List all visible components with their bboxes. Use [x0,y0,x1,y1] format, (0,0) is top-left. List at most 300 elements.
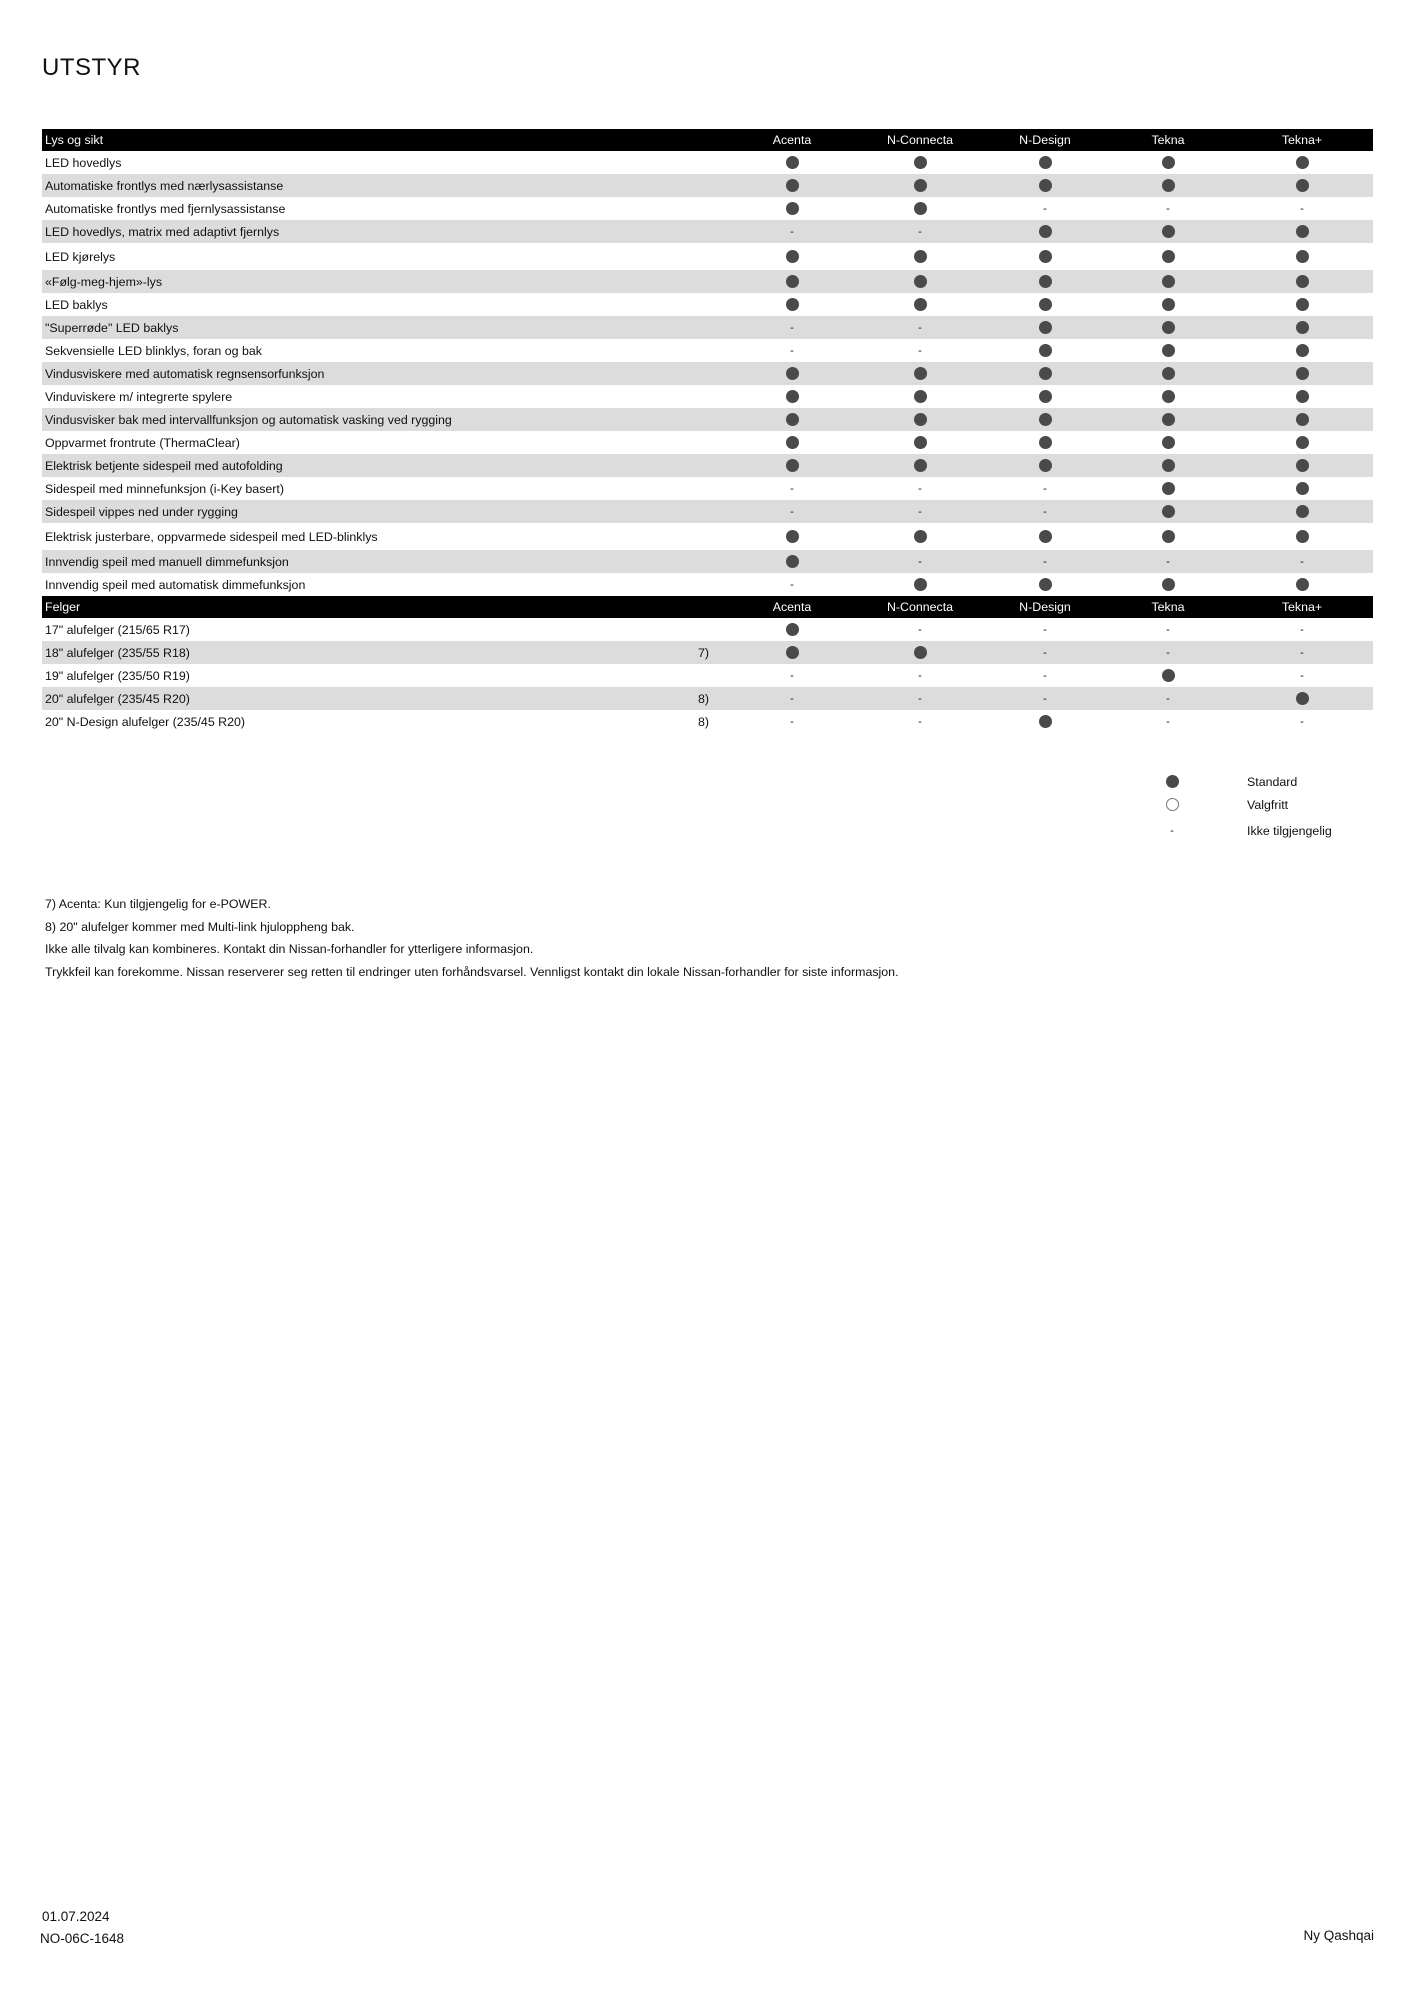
standard-dot-icon [1296,156,1309,169]
standard-cell [865,523,975,550]
standard-dot-icon [1039,459,1052,472]
standard-cell [865,270,975,293]
standard-cell [1247,523,1357,550]
section-title: Lys og sikt [45,133,104,147]
row-label: Sekvensielle LED blinklys, foran og bak [45,343,262,358]
footer-model-name: Ny Qashqai [1303,1928,1374,1943]
legend-optional-label: Valgfritt [1247,797,1289,812]
standard-cell [1113,573,1223,596]
standard-cell [865,293,975,316]
standard-cell [865,174,975,197]
standard-dot-icon [1296,692,1309,705]
standard-cell [865,454,975,477]
standard-dot-icon [1039,436,1052,449]
standard-cell [737,385,847,408]
table-row [42,339,1373,362]
standard-dot-icon [1039,530,1052,543]
legend-unavailable-label: Ikke tilgjengelig [1247,824,1332,838]
unavailable-cell [1247,641,1357,664]
standard-dot-icon [786,179,799,192]
standard-cell [737,243,847,270]
standard-cell [990,316,1100,339]
table-row [42,573,1373,596]
unavailable-cell [1247,664,1357,687]
standard-cell [1113,243,1223,270]
dash-icon: - [1300,669,1304,682]
dash-icon: - [1043,623,1047,636]
standard-dot-icon [1039,179,1052,192]
unavailable-cell [737,477,847,500]
unavailable-cell [865,687,975,710]
column-header: Tekna [1151,600,1185,614]
standard-cell [865,151,975,174]
standard-dot-icon [1162,578,1175,591]
standard-dot-icon [1039,298,1052,311]
dash-icon: - [790,321,794,334]
row-label: Elektrisk betjente sidespeil med autofolding [45,458,283,473]
unavailable-cell [737,573,847,596]
unavailable-cell [865,500,975,523]
standard-dot-icon [1039,367,1052,380]
standard-cell [1113,339,1223,362]
unavailable-cell [1113,197,1223,220]
unavailable-cell [865,710,975,733]
standard-cell [865,197,975,220]
standard-dot-icon [786,459,799,472]
row-label: Oppvarmet frontrute (ThermaClear) [45,435,240,450]
equipment-table [42,129,1373,733]
dash-icon: - [790,505,794,518]
table-row [42,243,1373,270]
standard-dot-icon [1162,225,1175,238]
table-row [42,454,1373,477]
standard-cell [990,220,1100,243]
unavailable-cell [865,618,975,641]
dash-icon: - [1166,692,1170,705]
standard-dot-icon [914,179,927,192]
standard-dot-icon [1296,413,1309,426]
dash-icon: - [1300,646,1304,659]
standard-dot-icon [1296,321,1309,334]
unavailable-cell [990,641,1100,664]
standard-cell [865,431,975,454]
standard-dot-icon [1039,715,1052,728]
standard-cell [1247,477,1357,500]
column-header: Acenta [772,600,812,614]
unavailable-cell [990,687,1100,710]
row-footnote-ref: 7) [698,645,710,660]
standard-dot-icon [914,202,927,215]
standard-cell [1113,220,1223,243]
dash-icon: - [1043,646,1047,659]
unavailable-cell [1113,550,1223,573]
row-label: Vindusviskere med automatisk regnsensorfunksjon [45,366,325,381]
table-row [42,362,1373,385]
row-label: Sidespeil vippes ned under rygging [45,504,238,519]
dash-icon: - [918,623,922,636]
standard-dot-icon [1162,179,1175,192]
standard-dot-icon [914,275,927,288]
table-row [42,500,1373,523]
standard-cell [990,270,1100,293]
standard-cell [1247,174,1357,197]
unavailable-cell [990,664,1100,687]
standard-cell [1247,687,1357,710]
standard-cell [990,151,1100,174]
legend-standard-label: Standard [1247,774,1298,789]
standard-dot-icon [786,298,799,311]
footnote: Trykkfeil kan forekomme. Nissan reserverer seg retten til endringer uten forhåndsvarsel. Vennligst kontakt din lokale Nissan-forhandler for siste informasjon. [45,964,899,979]
standard-dot-icon [1162,156,1175,169]
dash-icon: - [790,578,794,591]
footnote: 8) 20" alufelger kommer med Multi-link hjuloppheng bak. [45,919,355,934]
standard-cell [1247,151,1357,174]
standard-dot-icon [1039,250,1052,263]
table-row [42,220,1373,243]
standard-dot-icon [786,623,799,636]
standard-dot-icon [786,436,799,449]
standard-cell [990,243,1100,270]
unavailable-cell [865,664,975,687]
standard-dot-icon [786,413,799,426]
footnote: 7) Acenta: Kun tilgjengelig for e-POWER. [45,897,271,911]
dash-icon: - [1166,202,1170,215]
standard-dot-icon [786,530,799,543]
standard-dot-icon [1162,344,1175,357]
table-row [42,293,1373,316]
standard-dot-icon [914,156,927,169]
standard-dot-icon [914,250,927,263]
standard-dot-icon [1039,321,1052,334]
standard-cell [990,293,1100,316]
dash-icon: - [1043,202,1047,215]
dash-icon: - [918,555,922,568]
row-label: Automatiske frontlys med fjernlysassistanse [45,201,286,216]
standard-cell [1247,573,1357,596]
dash-icon: - [1166,715,1170,728]
standard-cell [1113,408,1223,431]
standard-dot-icon [786,555,799,568]
standard-cell [737,408,847,431]
table-row [42,197,1373,220]
standard-dot-icon [1162,413,1175,426]
standard-dot-icon [786,646,799,659]
standard-dot-icon [914,367,927,380]
standard-dot-icon [1162,530,1175,543]
standard-cell [737,197,847,220]
table-row [42,385,1373,408]
standard-dot-icon [1039,344,1052,357]
dash-icon: - [1043,692,1047,705]
standard-dot-icon [1162,298,1175,311]
standard-cell [737,618,847,641]
dash-icon: - [1043,505,1047,518]
standard-dot-icon [1162,275,1175,288]
standard-dot-icon [786,202,799,215]
standard-cell [1113,500,1223,523]
dash-icon: - [790,669,794,682]
standard-dot-icon [914,390,927,403]
table-row [42,270,1373,293]
table-row [42,316,1373,339]
unavailable-cell [865,316,975,339]
dash-icon: - [1166,646,1170,659]
table-row [42,664,1373,687]
unavailable-cell [1113,687,1223,710]
standard-cell [737,523,847,550]
standard-dot-icon [1039,225,1052,238]
unavailable-cell [1247,550,1357,573]
standard-cell [1247,431,1357,454]
standard-dot-icon [1039,413,1052,426]
footnotes [45,893,899,983]
standard-dot-icon [1162,390,1175,403]
unavailable-cell [737,687,847,710]
row-label: Vinduviskere m/ integrerte spylere [45,389,233,404]
standard-cell [737,550,847,573]
standard-dot-icon [914,646,927,659]
standard-dot-icon [1039,390,1052,403]
standard-dot-icon [914,413,927,426]
standard-cell [1113,431,1223,454]
column-header: Tekna [1151,133,1185,147]
unavailable-cell [1113,641,1223,664]
standard-dot-icon [786,275,799,288]
row-footnote-ref: 8) [698,691,710,706]
row-label: 20" N-Design alufelger (235/45 R20) [45,714,246,729]
standard-dot-icon [1162,321,1175,334]
standard-dot-icon [1296,436,1309,449]
standard-dot-icon [1039,578,1052,591]
footnote: Ikke alle tilvalg kan kombineres. Kontakt din Nissan-forhandler for ytterligere informasjon. [45,942,534,956]
table-row [42,641,1373,664]
dash-icon: - [1043,669,1047,682]
standard-dot-icon [914,530,927,543]
standard-cell [1247,339,1357,362]
standard-cell [1247,293,1357,316]
standard-dot-icon [1162,505,1175,518]
unavailable-cell [990,500,1100,523]
dash-icon: - [918,669,922,682]
standard-cell [990,385,1100,408]
optional-circle-icon [1166,798,1179,811]
unavailable-cell [737,500,847,523]
standard-dot-icon [1296,275,1309,288]
standard-cell [1247,500,1357,523]
standard-cell [737,362,847,385]
unavailable-cell [1247,618,1357,641]
standard-cell [737,293,847,316]
unavailable-cell [1247,197,1357,220]
unavailable-cell [737,316,847,339]
unavailable-cell [865,477,975,500]
footer-doc-number: NO-06C-1648 [40,1931,125,1946]
unavailable-cell [990,618,1100,641]
dash-icon: - [790,482,794,495]
table-row [42,477,1373,500]
standard-dot-icon [1296,179,1309,192]
standard-cell [1247,243,1357,270]
dash-icon: - [1300,202,1304,215]
column-header: N-Design [1019,133,1071,147]
standard-cell [1113,385,1223,408]
unavailable-cell [865,339,975,362]
unavailable-cell [865,550,975,573]
dash-icon: - [1300,623,1304,636]
standard-cell [737,641,847,664]
standard-dot-icon [786,250,799,263]
unavailable-cell [990,477,1100,500]
row-label: Innvendig speil med manuell dimmefunksjon [45,554,289,569]
standard-cell [1113,174,1223,197]
standard-dot-icon [1039,275,1052,288]
row-label: LED baklys [45,297,108,312]
standard-dot-icon [1166,775,1179,788]
table-row [42,151,1373,174]
standard-dot-icon [914,459,927,472]
standard-dot-icon [1296,225,1309,238]
standard-dot-icon [1162,367,1175,380]
standard-cell [990,454,1100,477]
table-row [42,618,1373,641]
dash-icon: - [790,692,794,705]
dash-icon: - [918,482,922,495]
row-label: Innvendig speil med automatisk dimmefunksjon [45,577,306,592]
row-label: «Følg-meg-hjem»-lys [45,274,163,289]
standard-cell [1113,293,1223,316]
row-label: LED kjørelys [45,249,116,264]
standard-dot-icon [786,367,799,380]
table-row [42,174,1373,197]
row-label: "Superrøde" LED baklys [45,320,179,335]
standard-cell [865,385,975,408]
standard-cell [1247,220,1357,243]
table-row [42,550,1373,573]
standard-cell [1247,362,1357,385]
section-header [42,129,1373,151]
standard-dot-icon [1296,298,1309,311]
standard-dot-icon [1296,505,1309,518]
dash-icon: - [918,692,922,705]
standard-cell [1247,316,1357,339]
dash-icon: - [1300,715,1304,728]
dash-icon: - [790,344,794,357]
row-label: 20" alufelger (235/45 R20) [45,691,190,706]
standard-dot-icon [1296,482,1309,495]
unavailable-cell [990,197,1100,220]
dash-icon: - [1043,555,1047,568]
standard-dot-icon [1296,250,1309,263]
standard-dot-icon [1296,578,1309,591]
standard-cell [1247,408,1357,431]
standard-cell [1247,270,1357,293]
standard-dot-icon [1296,367,1309,380]
standard-dot-icon [1296,344,1309,357]
standard-dot-icon [786,156,799,169]
standard-cell [990,573,1100,596]
standard-dot-icon [914,578,927,591]
column-header: Tekna+ [1281,133,1323,147]
standard-cell [1113,477,1223,500]
standard-cell [865,641,975,664]
standard-cell [1247,454,1357,477]
page-title: UTSTYR [42,54,141,81]
standard-dot-icon [1296,459,1309,472]
dash-icon: - [1166,623,1170,636]
standard-cell [1113,316,1223,339]
row-label: Elektrisk justerbare, oppvarmede sidespeil med LED-blinklys [45,529,378,544]
standard-cell [1113,151,1223,174]
standard-dot-icon [1162,669,1175,682]
row-footnote-ref: 8) [698,714,710,729]
standard-cell [990,523,1100,550]
section-header [42,596,1373,618]
dash-icon: - [918,715,922,728]
row-label: LED hovedlys, matrix med adaptivt fjernlys [45,224,280,239]
dash-icon: - [790,225,794,238]
standard-cell [865,573,975,596]
dash-icon: - [1170,825,1174,837]
row-label: 17" alufelger (215/65 R17) [45,622,190,637]
standard-cell [990,174,1100,197]
standard-cell [990,408,1100,431]
dash-icon: - [918,225,922,238]
dash-icon: - [918,321,922,334]
standard-dot-icon [1039,156,1052,169]
dash-icon: - [918,344,922,357]
standard-dot-icon [1162,482,1175,495]
standard-cell [1247,385,1357,408]
unavailable-cell [865,220,975,243]
column-header: N-Connecta [886,600,954,614]
unavailable-cell [1113,710,1223,733]
standard-dot-icon [786,390,799,403]
dash-icon: - [790,715,794,728]
table-row [42,408,1373,431]
standard-cell [737,174,847,197]
standard-cell [1113,362,1223,385]
unavailable-cell [737,220,847,243]
dash-icon: - [1300,555,1304,568]
row-label: LED hovedlys [45,155,122,170]
standard-cell [865,362,975,385]
standard-cell [1113,523,1223,550]
standard-cell [1113,270,1223,293]
standard-cell [737,151,847,174]
standard-cell [737,454,847,477]
standard-cell [737,431,847,454]
standard-dot-icon [1296,390,1309,403]
unavailable-cell [737,710,847,733]
unavailable-cell [990,550,1100,573]
column-header: N-Design [1019,600,1071,614]
standard-dot-icon [1296,530,1309,543]
standard-cell [990,339,1100,362]
standard-cell [990,710,1100,733]
row-label: Sidespeil med minnefunksjon (i-Key basert) [45,481,284,496]
standard-cell [1113,454,1223,477]
standard-dot-icon [914,298,927,311]
column-header: Tekna+ [1281,600,1323,614]
row-label: Vindusvisker bak med intervallfunksjon og automatisk vasking ved rygging [45,412,452,427]
table-row [42,523,1373,550]
section-title: Felger [45,600,81,614]
dash-icon: - [918,505,922,518]
row-label: Automatiske frontlys med nærlysassistanse [45,178,284,193]
unavailable-cell [1113,618,1223,641]
unavailable-cell [737,339,847,362]
table-row [42,710,1373,733]
